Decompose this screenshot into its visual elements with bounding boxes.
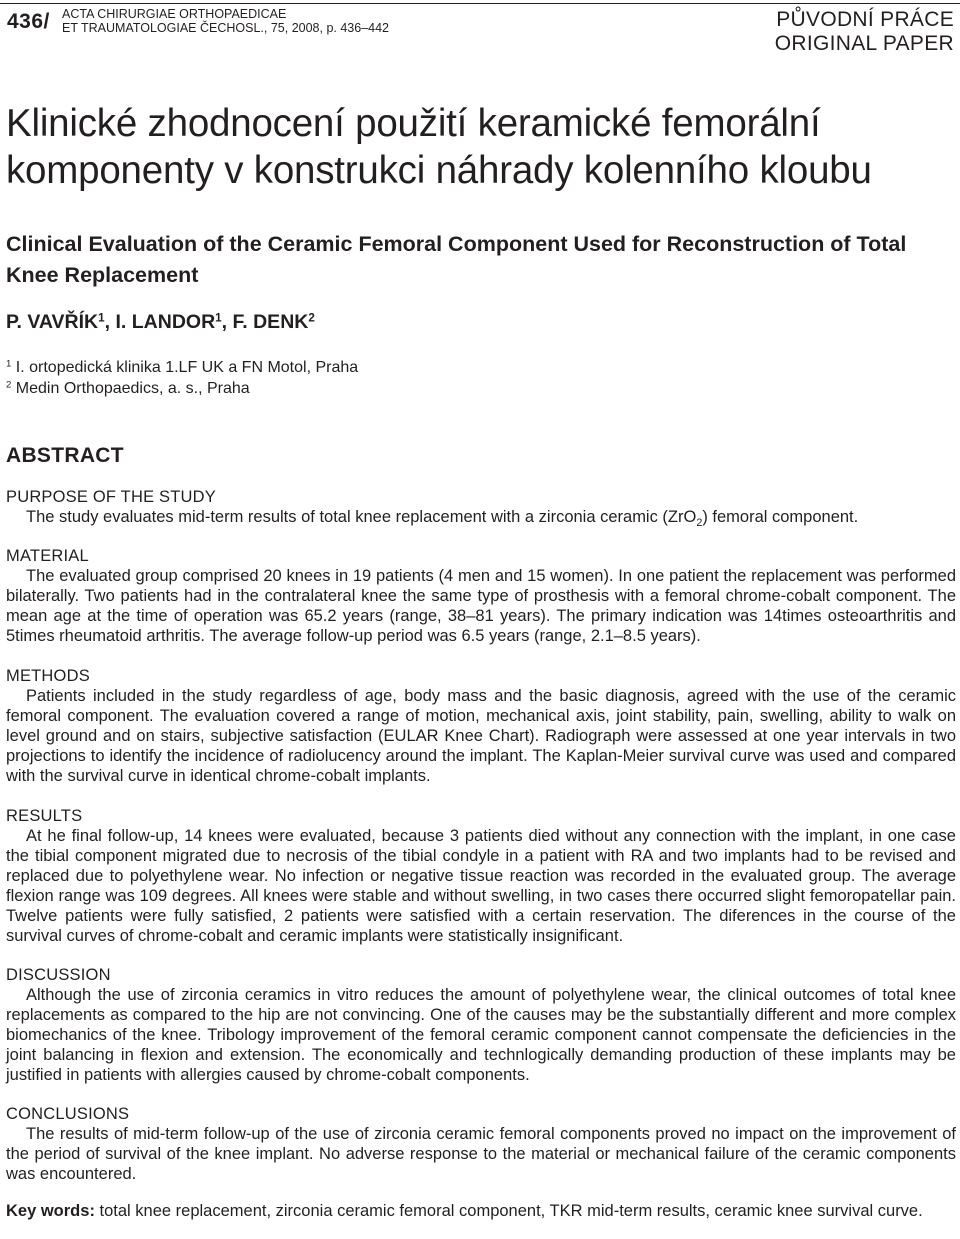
purpose-text bbox=[6, 507, 956, 527]
abstract-heading: ABSTRACT bbox=[6, 444, 124, 467]
results-section bbox=[6, 806, 956, 946]
affiliation-list bbox=[6, 357, 358, 399]
journal-volume-line: ET TRAUMATOLOGIAE ČECHOSL., 75, 2008, p. 436–442 bbox=[62, 20, 390, 35]
author-affiliation-ref: 2 bbox=[308, 311, 315, 325]
affiliation bbox=[6, 378, 358, 399]
purpose-heading: PURPOSE OF THE STUDY bbox=[6, 488, 216, 506]
article-type-en: ORIGINAL PAPER bbox=[774, 32, 954, 55]
purpose-subscript: 2 bbox=[696, 516, 703, 529]
title-czech: Klinické zhodnocení použití keramické femorální komponenty v konstrukci náhrady kolenního kloubu bbox=[6, 102, 872, 192]
methods-text: Patients included in the study regardless of age, body mass and the basic diagnosis, agreed with the use of the ceramic femoral component. The evaluation covered a range of motion, mechanical axis, joint stability, pain, swelling, ability to walk on level ground and on stairs, subjective satisfaction (EULAR Knee Chart). Radiograph were assessed at one year intervals in two projections to identify the incidence of radiolucency around the implant. The Kaplan-Meier survival curve was used and compared with the survival curve in identical chrome-cobalt implants. bbox=[6, 687, 956, 785]
discussion-heading: DISCUSSION bbox=[6, 966, 111, 984]
conclusions-heading: CONCLUSIONS bbox=[6, 1105, 130, 1123]
article-type-cz: PŮVODNÍ PRÁCE bbox=[776, 8, 954, 31]
discussion-text: Although the use of zirconia ceramics in vitro reduces the amount of polyethylene wear, the clinical outcomes of total knee replacements as compared to the hip are not convincing. One of the causes may be the substantially different and more complex biomechanics of the knee. Tribology improvement of the femoral ceramic component cannot compensate the deficiencies in the joint balancing in flexion and extension. The economically and technlogically demanding production of these implants may be justified in patients with allergies caused by chrome-cobalt components. bbox=[6, 986, 956, 1084]
article-type-label bbox=[775, 8, 954, 56]
top-rule bbox=[0, 3, 960, 4]
keywords-label: Key words: bbox=[6, 1202, 95, 1220]
keywords-text: total knee replacement, zirconia ceramic femoral component, TKR mid-term results, ceramic knee survival curve. bbox=[99, 1202, 923, 1220]
conclusions-text: The results of mid-term follow-up of the use of zirconia ceramic femoral components proved no impact on the improvement of the period of survival of the knee implant. No adverse response to the material or mechanical failure of the ceramic components was encountered. bbox=[6, 1125, 956, 1183]
material-text: The evaluated group comprised 20 knees in 19 patients (4 men and 15 women). In one patient the replacement was performed bilaterally. Two patients had in the contralateral knee the same type of prosthesis with a femoral chrome-cobalt component. The mean age at the time of operation was 65.2 years (range, 38–81 years). The primary indication was 14times osteoarthritis and 5times rheumatoid arthritis. The average follow-up period was 6.5 years (range, 2.1–8.5 years). bbox=[6, 567, 956, 645]
title-english: Clinical Evaluation of the Ceramic Femoral Component Used for Reconstruction of Total Knee Replacement bbox=[6, 232, 907, 287]
conclusions-section bbox=[6, 1104, 956, 1184]
material-heading: MATERIAL bbox=[6, 547, 89, 565]
keywords bbox=[6, 1201, 956, 1221]
author-separator: , bbox=[221, 311, 233, 333]
affiliation-number: 2 bbox=[6, 379, 12, 391]
author-separator: , bbox=[104, 311, 116, 333]
author-affiliation-ref: 1 bbox=[98, 311, 105, 325]
methods-heading: METHODS bbox=[6, 667, 90, 685]
journal-name-line: ACTA CHIRURGIAE ORTHOPAEDICAE bbox=[62, 7, 287, 21]
author-list bbox=[6, 311, 315, 334]
affiliation-text: Medin Orthopaedics, a. s., Praha bbox=[15, 380, 250, 397]
purpose-text-end: ) femoral component. bbox=[702, 508, 859, 526]
results-heading: RESULTS bbox=[6, 807, 83, 825]
author-name: P. VAVŘÍK bbox=[6, 311, 99, 333]
affiliation-number: 1 bbox=[6, 358, 12, 370]
author-name: I. LANDOR bbox=[115, 311, 216, 333]
purpose-text-start: The study evaluates mid-term results of total knee replacement with a zirconia ceramic (ZrO bbox=[26, 508, 697, 526]
author-name: F. DENK bbox=[232, 311, 309, 333]
material-section bbox=[6, 546, 956, 646]
affiliation bbox=[6, 357, 358, 378]
discussion-section bbox=[6, 965, 956, 1085]
methods-section bbox=[6, 666, 956, 786]
author-affiliation-ref: 1 bbox=[215, 311, 222, 325]
purpose-section bbox=[6, 487, 956, 527]
journal-citation bbox=[62, 8, 389, 35]
page-number: 436/ bbox=[7, 10, 50, 33]
affiliation-text: I. ortopedická klinika 1.LF UK a FN Motol, Praha bbox=[15, 359, 359, 376]
results-text: At he final follow-up, 14 knees were evaluated, because 3 patients died without any connection with the implant, in one case the tibial component migrated due to necrosis of the tibial condyle in a patient with RA and two implants had to be revised and replaced due to polyethylene wear. No infection or negative tissue reaction was recorded in the evaluated group. The average flexion range was 109 degrees. All knees were stable and without swelling, in two cases there occurred slight femoropatellar pain. Twelve patients were fully satisfied, 2 patients were satisfied with a certain reservation. The diferences in the course of the survival curves of chrome-cobalt and ceramic implants were statistically insignificant. bbox=[6, 827, 956, 945]
